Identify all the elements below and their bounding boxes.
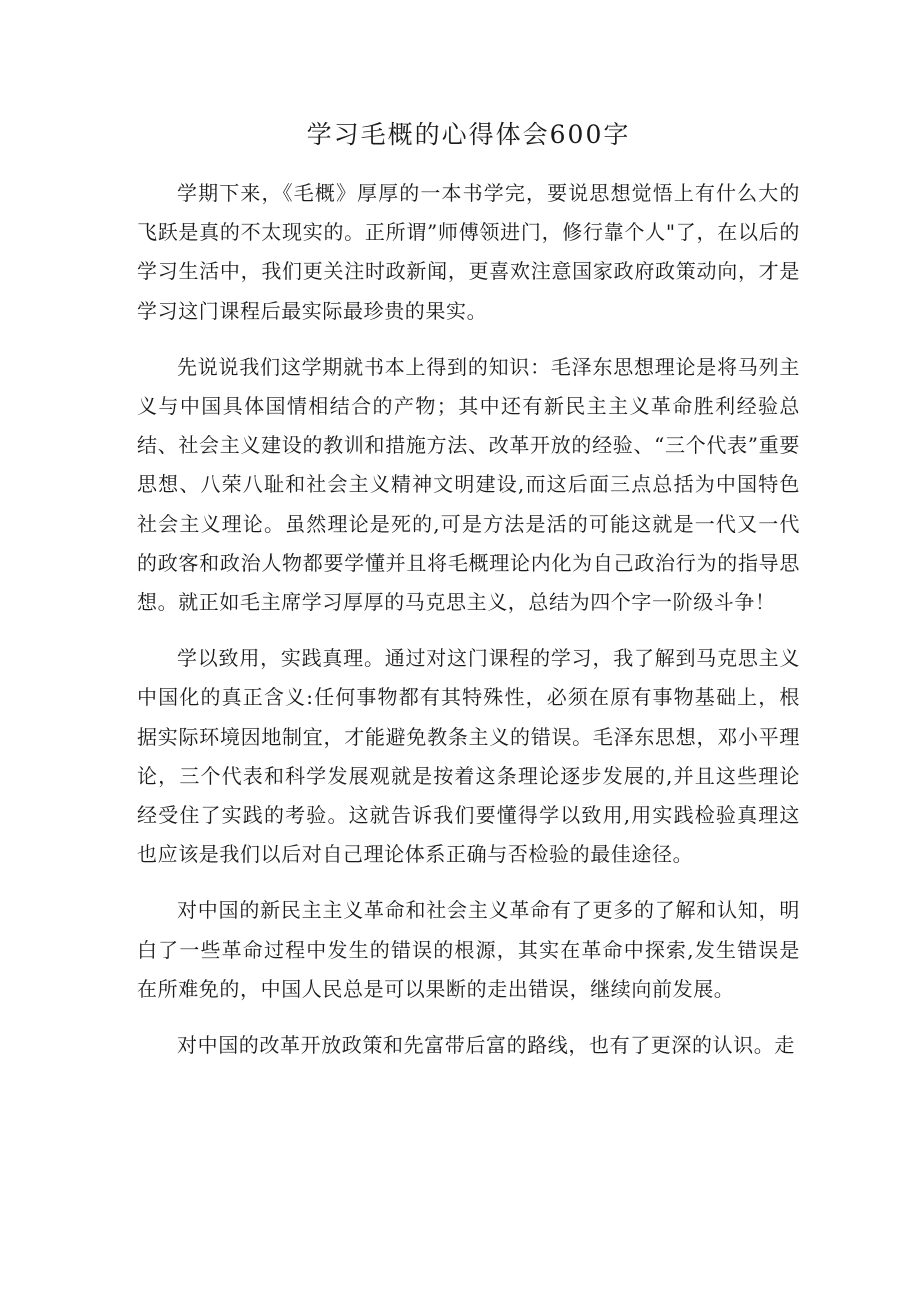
paragraph-5: 对中国的改革开放政策和先富带后富的路线，也有了更深的认识。走 xyxy=(177,1033,795,1058)
paragraph-1: 学期下来，《毛概》厚厚的一本书学完，要说思想觉悟上有什么大的飞跃是真的不太现实的。正所谓”师傅领进门，修行靠个人"了，在以后的学习生活中，我们更关注时政新闻，更喜欢注意国家政府政策动向，才是学习这门课程后最实际最珍贵的果实。 xyxy=(137,181,800,323)
paragraph-2: 先说说我们这学期就书本上得到的知识：毛泽东思想理论是将马列主义与中国具体国情相结合的产物；其中还有新民主主义革命胜利经验总结、社会主义建设的教训和措施方法、改革开放的经验、“三个代表”重要思想、八荣八耻和社会主义精神文明建设,而这后面三点总括为中国特色社会主义理论。虽然理论是死的,可是方法是活的可能这就是一代又一代的政客和政治人物都要学懂并且将毛概理论内化为自己政治行为的指导思想。就正如毛主席学习厚厚的马克思主义，总结为四个字一阶级斗争！ xyxy=(137,354,800,615)
paragraph-3: 学以致用，实践真理。通过对这门课程的学习，我了解到马克思主义中国化的真正含义:任何事物都有其特殊性，必须在原有事物基础上，根据实际环境因地制宜，才能避免教条主义的错误。毛泽东思想，邓小平理论，三个代表和科学发展观就是按着这条理论逐步发展的,并且这些理论经受住了实践的考验。这就告诉我们要懂得学以致用,用实践检验真理这也应该是我们以后对自己理论体系正确与否检验的最佳途径。 xyxy=(137,646,800,867)
document-title: 学习毛概的心得体会600字 xyxy=(306,120,631,149)
paragraph-4: 对中国的新民主主义革命和社会主义革命有了更多的了解和认知，明白了一些革命过程中发生的错误的根源，其实在革命中探索,发生错误是在所难免的，中国人民总是可以果断的走出错误，继续向前发展。 xyxy=(137,898,800,1001)
